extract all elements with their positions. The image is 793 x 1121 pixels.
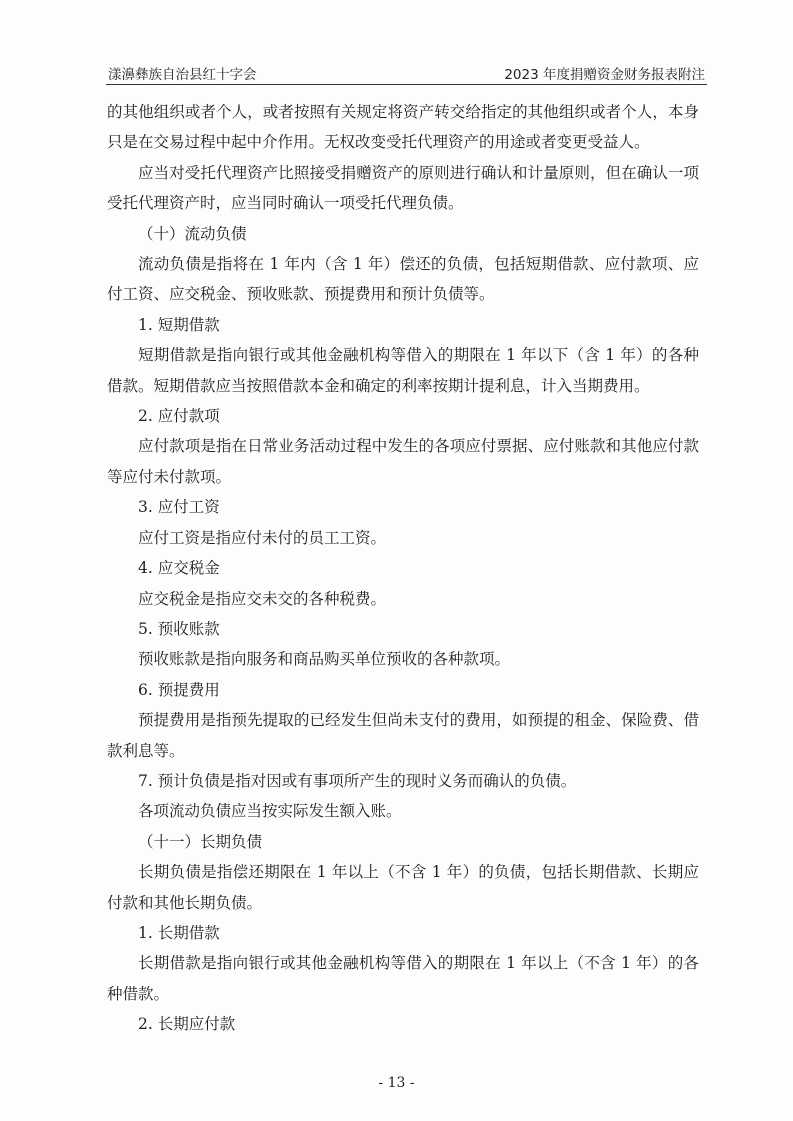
paragraph-current-liabilities-recording: 各项流动负债应当按实际发生额入账。: [138, 802, 402, 821]
paragraph-short-term-loans: 短期借款是指向银行或其他金融机构等借入的期限在 1 年以下（含 1 年）的各种借款。短期借款应当按照借款本金和确定的利率按期计提利息，计入当期费用。: [107, 346, 699, 395]
subheading-taxes-payable: 4. 应交税金: [138, 559, 220, 578]
page-number: - 13 -: [378, 1075, 415, 1091]
subheading-payables: 2. 应付款项: [138, 407, 220, 426]
subheading-long-term-payables: 2. 长期应付款: [138, 1015, 236, 1034]
paragraph-current-liabilities: 流动负债是指将在 1 年内（含 1 年）偿还的负债，包括短期借款、应付款项、应付工资、应交税金、预收账款、预提费用和预计负债等。: [107, 255, 699, 304]
paragraph-advance-receipts: 预收账款是指向服务和商品购买单位预收的各种款项。: [138, 650, 511, 669]
paragraph-payables: 应付款项是指在日常业务活动过程中发生的各项应付票据、应付账款和其他应付款等应付未付款项。: [107, 437, 699, 486]
paragraph-taxes-payable: 应交税金是指应交未交的各种税费。: [138, 589, 387, 608]
subheading-advance-receipts: 5. 预收账款: [138, 619, 220, 638]
paragraph-estimated-liabilities: 7. 预计负债是指对因或有事项所产生的现时义务而确认的负债。: [138, 771, 577, 790]
header-report-title: 2023 年度捐赠资金财务报表附注: [504, 67, 705, 83]
section-heading-current-liabilities: （十）流动负债: [138, 224, 247, 243]
subheading-short-term-loans: 1. 短期借款: [138, 315, 220, 334]
paragraph-custody-assets: 应当对受托代理资产比照接受捐赠资产的原则进行确认和计量原则，但在确认一项受托代理资产时，应当同时确认一项受托代理负债。: [107, 163, 699, 213]
page-header: [108, 60, 705, 82]
paragraph-accrued-expenses: 预提费用是指预先提取的已经发生但尚未支付的费用，如预提的租金、保险费、借款利息等。: [107, 711, 699, 760]
paragraph-wages-payable: 应付工资是指应付未付的员工工资。: [138, 528, 387, 547]
subheading-long-term-loans: 1. 长期借款: [138, 923, 220, 942]
header-divider: [106, 84, 707, 85]
paragraph-continuation: 的其他组织或者个人，或者按照有关规定将资产转交给指定的其他组织或者个人，本身只是在交易过程中起中介作用。无权改变受托代理资产的用途或者变更受益人。: [107, 103, 699, 152]
section-heading-long-term-liabilities: （十一）长期负债: [138, 832, 263, 851]
paragraph-long-term-liabilities: 长期负债是指偿还期限在 1 年以上（不含 1 年）的负债，包括长期借款、长期应付款和其他长期负债。: [107, 863, 699, 912]
subheading-wages-payable: 3. 应付工资: [138, 498, 220, 517]
document-body: [107, 97, 699, 1040]
subheading-accrued-expenses: 6. 预提费用: [138, 680, 220, 699]
paragraph-long-term-loans: 长期借款是指向银行或其他金融机构等借入的期限在 1 年以上（不含 1 年）的各种借款。: [107, 954, 699, 1003]
header-organization: 漾濞彝族自治县红十字会: [108, 67, 257, 83]
